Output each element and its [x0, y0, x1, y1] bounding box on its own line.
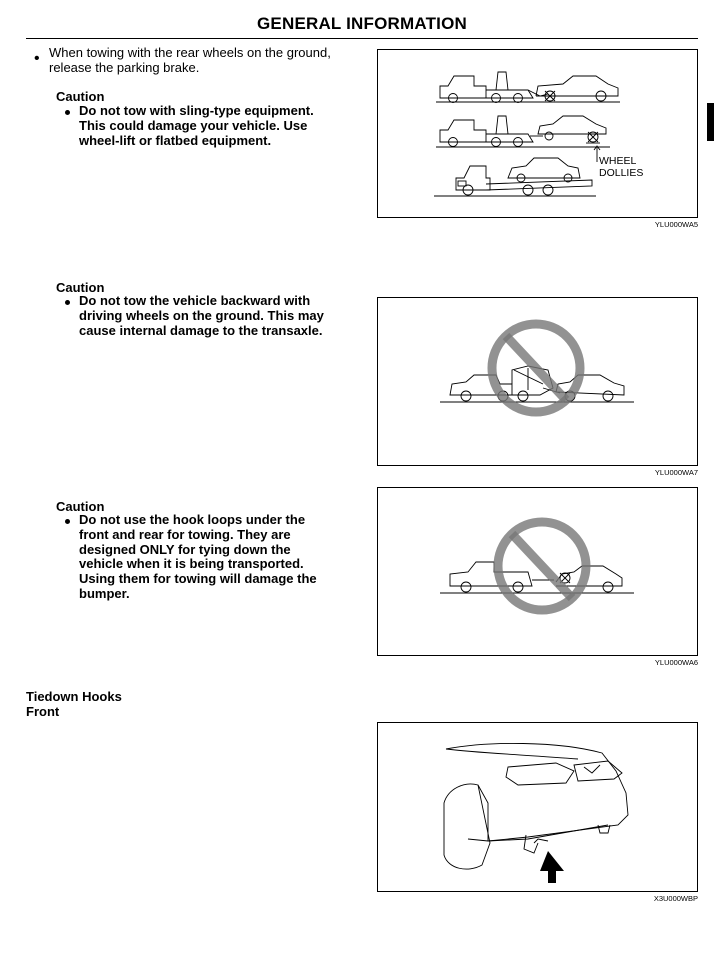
intro-text: When towing with the rear wheels on the ground, release the parking brake. — [49, 45, 331, 75]
caution-1-bullet — [65, 110, 70, 115]
section-tab-marker — [707, 103, 714, 141]
figure-no-hook-tow — [377, 487, 698, 656]
tiedown-subheading: Front — [26, 704, 60, 719]
title-rule — [26, 38, 698, 39]
wheel-dollies-label-2: DOLLIES — [599, 167, 644, 179]
front-tiedown-illustration — [378, 723, 697, 891]
figure-towing-methods — [377, 49, 698, 218]
no-hook-tow-illustration — [378, 488, 697, 655]
prohibition-slash — [512, 534, 572, 598]
figure-no-backward-tow — [377, 297, 698, 466]
figure-4-code: X3U000WBP — [653, 894, 698, 903]
no-backward-tow-illustration — [378, 298, 697, 465]
caution-1-heading: Caution — [56, 89, 105, 104]
caution-3-bullet — [65, 519, 70, 524]
figure-1-code: YLU000WA5 — [654, 220, 698, 229]
prohibition-slash — [506, 336, 566, 400]
figure-2-code: YLU000WA7 — [654, 468, 698, 477]
wheel-dollies-label-1: WHEEL — [599, 155, 637, 167]
towing-methods-illustration — [378, 50, 697, 217]
tiedown-heading: Tiedown Hooks — [26, 689, 122, 704]
hook-location-arrow — [540, 851, 564, 883]
figure-3-code: YLU000WA6 — [654, 658, 698, 667]
caution-3-text: Do not use the hook loops under the front and rear for towing. They are designed ONLY for tying down the vehicle when it is being transported. Using them for towing will damage the bumper. — [79, 512, 317, 601]
caution-3-heading: Caution — [56, 499, 105, 514]
caution-2-text: Do not tow the vehicle backward with driving wheels on the ground. This may cause internal damage to the transaxle. — [79, 293, 324, 338]
intro-bullet-mark: • — [34, 50, 40, 67]
page-title: GENERAL INFORMATION — [257, 14, 467, 33]
figure-front-tiedown-hook — [377, 722, 698, 892]
caution-1-text: Do not tow with sling-type equipment. This could damage your vehicle. Use wheel-lift or flatbed equipment. — [79, 103, 314, 148]
caution-2-bullet — [65, 300, 70, 305]
caution-2-heading: Caution — [56, 280, 105, 295]
